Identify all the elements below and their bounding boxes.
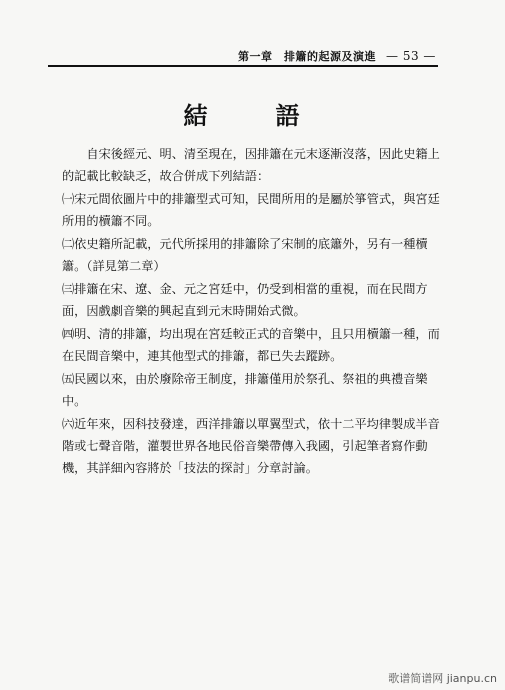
conclusion-item-2: ㈡依史籍所記載，元代所採用的排簫除了宋制的底簫外，另有一種櫝簫。（詳見第二章）: [62, 237, 428, 273]
section-title: 結 語: [183, 101, 322, 130]
site-watermark: 歌谱简谱网 jianpu.cn: [388, 672, 497, 685]
conclusion-item-1: ㈠宋元間依圖片中的排簫型式可知，民間所用的是屬於箏管式，與宮廷所用的櫝簫不同。: [62, 192, 440, 228]
header-rule: [48, 65, 438, 67]
page-number: — 53 —: [386, 49, 436, 63]
conclusion-item-4: ㈣明、清的排簫，均出現在宮廷較正式的音樂中，且只用櫝簫一種，而在民間音樂中，連其他型式的排簫，都已失去蹤跡。: [62, 327, 440, 363]
conclusion-item-6: ㈥近年來，因科技發達，西洋排簫以單翼型式，依十二平均律製成半音階或七聲音階，灌製世界各地民俗音樂帶傳入我國，引起筆者寫作動機，其詳細內容將於「技法的探討」分章討論。: [62, 417, 440, 475]
running-header: [238, 47, 438, 65]
body-text: [62, 143, 442, 480]
chapter-heading: 第一章 排簫的起源及演進: [238, 50, 376, 63]
conclusion-item-3: ㈢排簫在宋、遼、金、元之宮廷中，仍受到相當的重視，而在民間方面，因戲劇音樂的興起直到元末時開始式微。: [62, 282, 428, 318]
conclusion-item-5: ㈤民國以來，由於廢除帝王制度，排簫僅用於祭孔、祭祖的典禮音樂中。: [62, 372, 428, 408]
intro-paragraph: 自宋後經元、明、清至現在，因排簫在元末逐漸沒落，因此史籍上的記載比較缺乏，故合併成下列結語：: [62, 147, 440, 183]
